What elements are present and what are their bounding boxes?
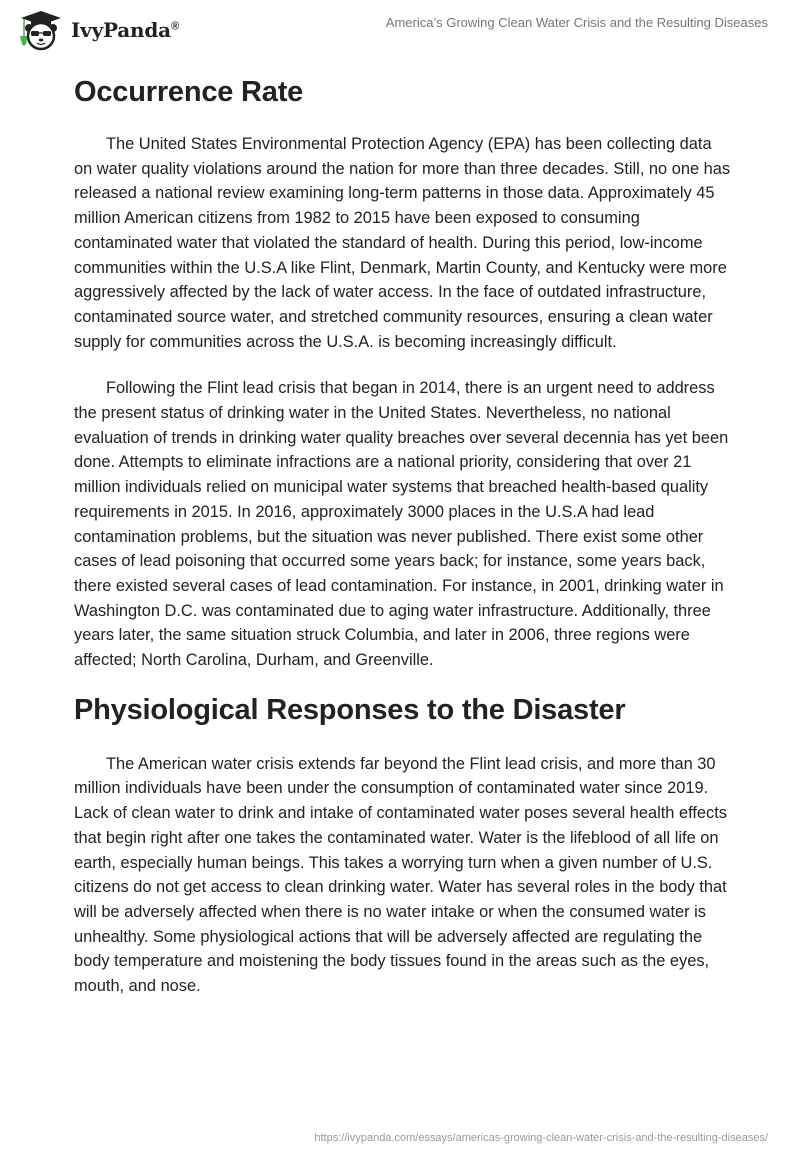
section-heading-occurrence-rate: Occurrence Rate (74, 76, 304, 108)
page-header (0, 0, 800, 56)
logo-wordmark: IvyPanda® (71, 18, 179, 42)
paragraph: The American water crisis extends far beyond the Flint lead crisis, and more than 30 million individuals have been under the consumption of contaminated water since 2019. Lack of clean water to drink and intake of contaminated water poses several health effects that begin right after one takes the contaminated water. Water is the lifeblood of all life on earth, especially human beings. This takes a worrying turn when a given number of U.S. citizens do not get access to clean drinking water. Water has several roles in the body that will be adversely affected when there is no water intake or when the consumed water is unhealthy. Some physiological actions that will be adversely affected are regulating the body temperature and moistening the body tissues found in the areas such as the eyes, mouth, and nose. (74, 754, 727, 996)
source-url-link[interactable]: https://ivypanda.com/essays/americas-growing-clean-water-crisis-and-the-resulting-diseases/ (314, 1132, 768, 1144)
ivypanda-logo[interactable] (15, 8, 179, 52)
document-title: America’s Growing Clean Water Crisis and the Resulting Diseases (385, 15, 768, 30)
paragraph: The United States Environmental Protection Agency (EPA) has been collecting data on water quality violations around the nation for more than three decades. Still, no one has released a national review examining long-term patterns in those data. Approximately 45 million American citizens from 1982 to 2015 have been exposed to consuming contaminated water that violated the standard of health. During this period, low-income communities within the U.S.A like Flint, Denmark, Martin County, and Kentucky were more aggressively affected by the lack of water access. In the face of outdated infrastructure, contaminated source water, and stretched community resources, ensuring a clean water supply for communities across the U.S.A. is becoming increasingly difficult. (74, 135, 731, 351)
paragraph: Following the Flint lead crisis that began in 2014, there is an urgent need to address the present status of drinking water in the United States. Nevertheless, no national evaluation of trends in drinking water quality breaches over several decennia has yet been done. Attempts to eliminate infractions are a national priority, considering that over 21 million individuals relied on municipal water systems that breached health-based quality requirements in 2015. In 2016, approximately 3000 places in the U.S.A had lead contamination problems, but the situation was never published. There exist some other cases of lead poisoning that occurred some years back; for instance, some years back, there existed several cases of lead contamination. For instance, in 2001, drinking water in Washington D.C. was contaminated due to aging water infrastructure. Additionally, three years later, the same situation struck Columbia, and later in 2006, three regions were affected; North Carolina, Durham, and Greenville. (74, 379, 729, 670)
essay-body (74, 70, 734, 999)
section-heading-physiological-responses: Physiological Responses to the Disaster (74, 693, 626, 726)
panda-graduate-icon (15, 8, 65, 52)
